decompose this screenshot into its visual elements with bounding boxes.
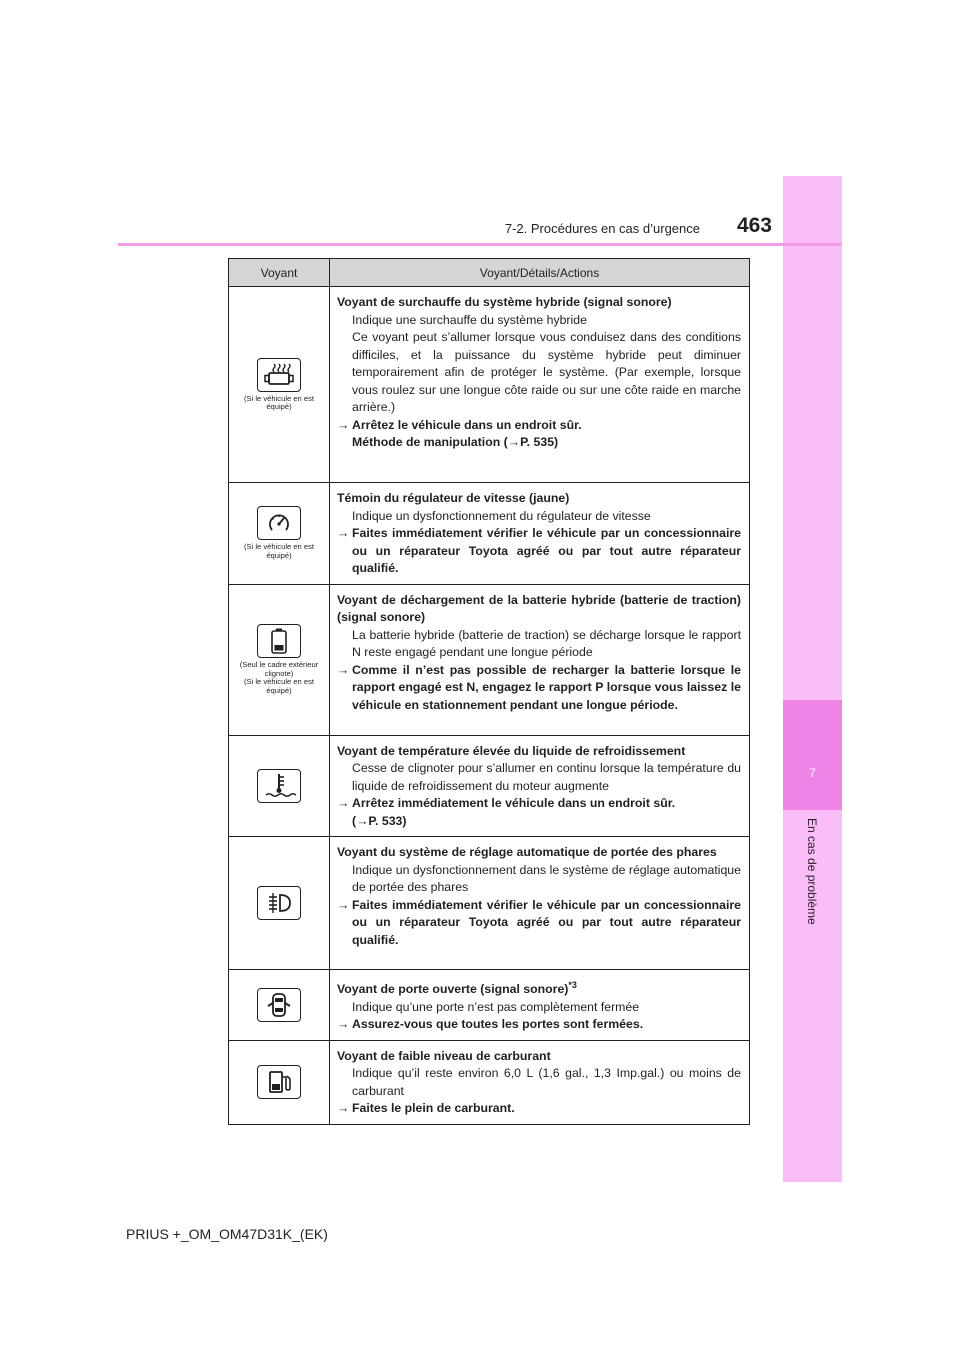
row-detail: Indique un dysfonctionnement dans le système de réglage automatique de portée des phares [352,862,741,894]
icon-cell [229,735,330,837]
row-title: Témoin du régulateur de vitesse (jaune) [337,491,570,505]
arrow-icon: → [337,417,350,432]
row-title: Voyant de déchargement de la batterie hybride (batterie de traction) (signal sonore) [337,592,741,624]
cruise-control-icon [257,506,301,540]
details-cell [330,1040,750,1124]
details-cell [330,287,750,483]
icon-note: (Si le véhicule en est équipé) [243,393,315,411]
arrow-icon: → [337,897,350,912]
warning-lights-table [228,258,750,1125]
row-detail: Indique un dysfonctionnement du régulateur de vitesse [352,508,651,523]
table-row [229,735,750,837]
page-number: 463 [736,214,772,237]
page-reference-link[interactable]: P. 535) [520,435,559,449]
arrow-icon: → [507,435,521,449]
arrow-icon: → [337,796,350,810]
row-detail: Indique qu’une porte n’est pas complètement fermée [352,999,640,1014]
details-cell [330,735,750,837]
door-open-icon [257,988,301,1022]
row-action: → Faites immédiatement vérifier le véhicule par un concessionnaire ou un réparateur Toyota agréé ou par tout autre réparateur qualifié. [337,526,741,575]
details-cell [330,483,750,585]
arrow-icon: → [356,813,369,828]
column-header-voyant: Voyant [229,259,330,287]
row-title: Voyant du système de réglage automatique de portée des phares [337,845,717,859]
low-fuel-icon [257,1065,301,1099]
arrow-icon: → [337,662,350,677]
chapter-number: 7 [809,766,816,780]
icon-cell [229,1040,330,1124]
arrow-icon: → [337,526,350,540]
row-detail: La batterie hybride (batterie de traction) se décharge lorsque le rapport N reste engagé pendant une longue période [352,627,741,659]
hybrid-battery-discharge-icon [257,624,301,658]
row-detail: Cesse de clignoter pour s’allumer en continu lorsque la température du liquide de refroidissement du moteur augmente [352,761,741,793]
table-row [229,287,750,483]
page-reference-link[interactable]: P. 533) [368,813,407,828]
row-action: → Faites le plein de carburant. [337,1100,741,1118]
row-action: → Assurez-vous que toutes les portes sont fermées. [337,1016,741,1034]
coolant-temperature-icon [257,769,301,803]
row-action-extra: (→P. 533) [352,813,407,828]
table-row [229,584,750,735]
icon-note: (Si le véhicule en est équipé) [243,677,315,695]
icon-cell [229,584,330,735]
row-title: Voyant de surchauffe du système hybride (signal sonore) [337,295,672,309]
document-code: PRIUS +_OM_OM47D31K_(EK) [126,1226,328,1242]
table-row [229,837,750,970]
chapter-tab-marker [783,700,842,810]
table-header-row [229,259,750,287]
table-row [229,1040,750,1124]
row-action: → Faites immédiatement vérifier le véhicule par un concessionnaire ou un réparateur Toyota agréé ou par tout autre réparateur qualifié. [337,897,741,947]
icon-note: (Seul le cadre extérieur clignote) [239,660,319,678]
row-detail: Indique qu’il reste environ 6,0 L (1,6 gal., 1,3 Imp.gal.) ou moins de carburant [352,1066,741,1098]
column-header-details: Voyant/Détails/Actions [330,259,750,287]
icon-cell [229,837,330,970]
row-title: Voyant de faible niveau de carburant [337,1048,551,1063]
details-cell [330,584,750,735]
icon-cell [229,483,330,585]
chapter-side-tab [783,176,842,1182]
row-title: Voyant de porte ouverte (signal sonore)$^{*3}$ [337,980,577,997]
arrow-icon: → [337,1101,350,1116]
header-rule [118,243,842,246]
row-detail: Ce voyant peut s’allumer lorsque vous conduisez dans des conditions difficiles, et la puissance du système hybride peut diminuer temporairement afin de protéger le système. (Par exemple, lorsque vous roulez sur une longue côte raide ou sur une côte raide en marche arrière.) [352,330,741,414]
row-title: Voyant de température élevée du liquide de refroidissement [337,743,686,758]
row-action: → Comme il n’est pas possible de recharger la batterie lorsque le rapport engagé est N, engagez le rapport P lorsque vous laissez le véhicule en stationnement pendant une longue période. [337,662,741,712]
table-row [229,483,750,585]
row-detail: Indique une surchauffe du système hybride [352,312,587,327]
row-action-extra: Méthode de manipulation (→P. 535) [352,435,559,449]
footnote-marker: *3 [568,980,577,990]
icon-note: (Si le véhicule en est équipé) [243,542,315,560]
table-row [229,970,750,1041]
icon-cell [229,970,330,1041]
hybrid-system-overheat-icon [257,358,301,392]
chapter-title: En cas de problème [805,818,819,925]
row-action: → Arrêtez le véhicule dans un endroit sûr. [337,417,741,435]
arrow-icon: → [337,1017,350,1032]
icon-cell [229,287,330,483]
section-title: 7-2. Procédures en cas d’urgence [504,221,700,236]
headlight-leveling-icon [257,886,301,920]
details-cell [330,970,750,1041]
details-cell [330,837,750,970]
row-action: → Arrêtez immédiatement le véhicule dans un endroit sûr. [337,795,741,813]
